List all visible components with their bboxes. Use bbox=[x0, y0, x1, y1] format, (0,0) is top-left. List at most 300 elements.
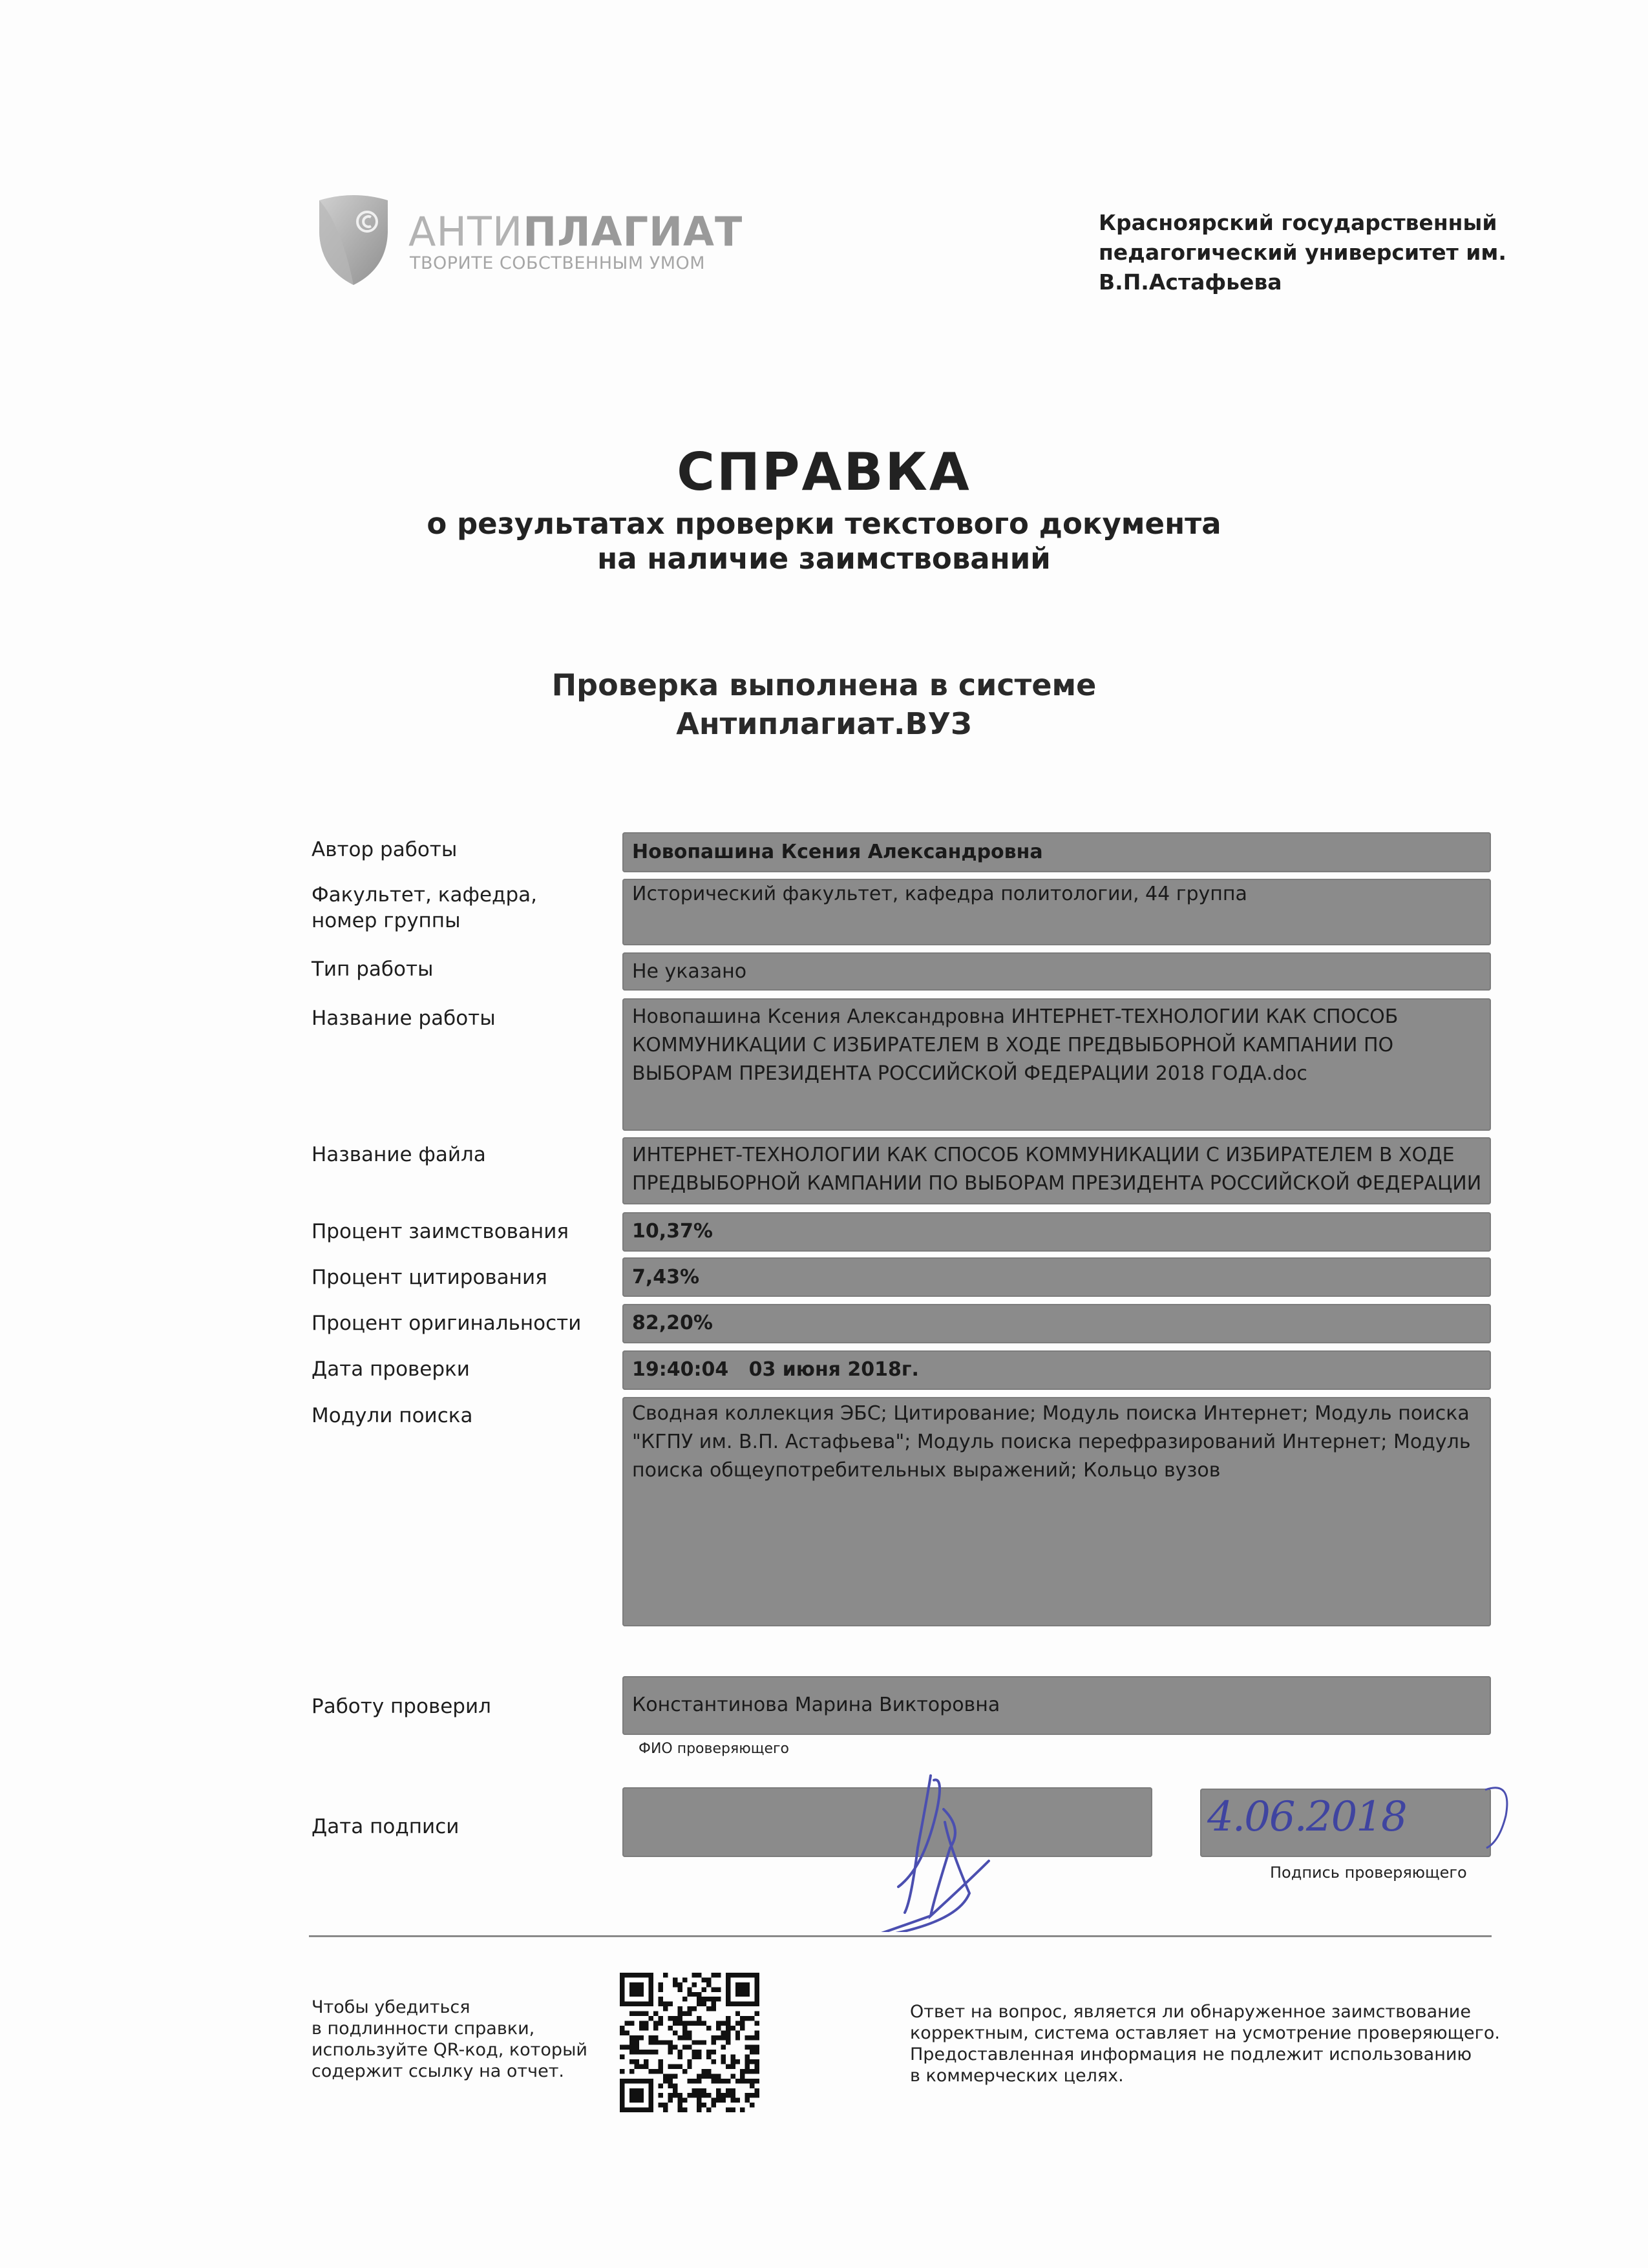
qr-module bbox=[620, 2045, 624, 2050]
file-name-line: ПРЕДВЫБОРНОЙ КАМПАНИИ ПО ВЫБОРАМ ПРЕЗИДЕНТА РОССИЙСКОЙ ФЕДЕРАЦИИ bbox=[632, 1172, 1482, 1195]
qr-module bbox=[712, 2035, 716, 2040]
qr-module bbox=[644, 2059, 648, 2064]
qr-module bbox=[682, 2035, 687, 2040]
qr-module bbox=[687, 2093, 692, 2097]
qr-module bbox=[730, 2093, 735, 2097]
disclaimer-line: Предоставленная информация не подлежит использованию bbox=[910, 2044, 1472, 2064]
qr-module bbox=[721, 2045, 725, 2050]
qr-module bbox=[697, 2055, 701, 2059]
qr-module bbox=[716, 2098, 721, 2103]
qr-module bbox=[682, 2021, 687, 2025]
disclaimer bbox=[910, 2001, 1505, 2086]
qr-module bbox=[673, 2074, 677, 2078]
qr-module bbox=[750, 2093, 754, 2097]
logo-wordmark bbox=[408, 208, 743, 255]
qr-module bbox=[712, 2059, 716, 2064]
subtitle-line: о результатах проверки текстового документа bbox=[427, 507, 1221, 541]
organization-line: В.П.Астафьева bbox=[1099, 269, 1282, 295]
qr-module bbox=[659, 1997, 663, 2001]
qr-module bbox=[745, 2055, 750, 2059]
qr-module bbox=[677, 2011, 682, 2016]
qr-module bbox=[682, 2069, 687, 2074]
qr-module bbox=[706, 2050, 711, 2054]
qr-module bbox=[663, 1973, 668, 1977]
qr-module bbox=[677, 2093, 682, 2097]
qr-module bbox=[659, 2021, 663, 2025]
qr-module bbox=[721, 2079, 725, 2083]
qr-module bbox=[755, 2050, 759, 2054]
qr-module bbox=[716, 2093, 721, 2097]
qr-module bbox=[697, 1997, 701, 2001]
qr-module bbox=[677, 2016, 682, 2021]
qr-module bbox=[644, 2021, 648, 2025]
qr-module bbox=[740, 2069, 745, 2074]
qr-module bbox=[702, 2021, 706, 2025]
qr-module bbox=[620, 2069, 624, 2074]
qr-module bbox=[750, 2079, 754, 2083]
qr-module bbox=[712, 1997, 716, 2001]
qr-module bbox=[653, 2011, 658, 2016]
qr-module bbox=[712, 1987, 716, 1991]
qr-module bbox=[677, 1987, 682, 1991]
qr-module bbox=[750, 2016, 754, 2021]
qr-module bbox=[673, 2093, 677, 2097]
qr-module bbox=[706, 2093, 711, 2097]
qr-module bbox=[706, 2026, 711, 2030]
file-name-value bbox=[632, 1141, 1484, 1198]
qr-instructions-line: в подлинности справки, bbox=[312, 2019, 535, 2039]
work-title-line: КОММУНИКАЦИИ С ИЗБИРАТЕЛЕМ В ХОДЕ ПРЕДВЫБОРНОЙ КАМПАНИИ ПО bbox=[632, 1034, 1394, 1056]
qr-module bbox=[730, 2055, 735, 2059]
citation-percent-label: Процент цитирования bbox=[312, 1266, 547, 1289]
qr-module bbox=[668, 2093, 672, 2097]
author-label: Автор работы bbox=[312, 838, 458, 861]
qr-module bbox=[639, 2050, 644, 2054]
qr-module bbox=[677, 2055, 682, 2059]
qr-module bbox=[697, 2108, 701, 2112]
qr-module bbox=[682, 2098, 687, 2103]
qr-module bbox=[653, 2035, 658, 2040]
qr-module bbox=[712, 1973, 716, 1977]
qr-module bbox=[755, 2045, 759, 2050]
qr-module bbox=[697, 2079, 701, 2083]
qr-module bbox=[653, 2026, 658, 2030]
search-modules-line: поиска общеупотребительных выражений; Кольцо вузов bbox=[632, 1459, 1221, 1482]
qr-module bbox=[682, 1977, 687, 1982]
search-modules-line: "КГПУ им. В.П. Астафьева"; Модуль поиска перефразирований Интернет; Модуль bbox=[632, 1431, 1471, 1453]
qr-module bbox=[634, 2035, 639, 2040]
qr-module bbox=[687, 1992, 692, 1997]
check-date-label: Дата проверки bbox=[312, 1358, 470, 1381]
qr-module bbox=[750, 2059, 754, 2064]
qr-module bbox=[677, 1982, 682, 1987]
qr-module bbox=[629, 2059, 634, 2064]
qr-module bbox=[702, 2040, 706, 2044]
faculty-label-line: номер группы bbox=[312, 909, 461, 932]
qr-module bbox=[687, 2045, 692, 2050]
qr-module bbox=[639, 2026, 644, 2030]
qr-module bbox=[659, 2059, 663, 2064]
qr-module bbox=[726, 2035, 730, 2040]
qr-module bbox=[750, 2050, 754, 2054]
qr-module bbox=[668, 2098, 672, 2103]
qr-module bbox=[712, 2006, 716, 2011]
work-title-label: Название работы bbox=[312, 1007, 496, 1030]
qr-module bbox=[629, 2045, 634, 2050]
qr-module bbox=[629, 2021, 634, 2025]
reviewer-caption: ФИО проверяющего bbox=[639, 1741, 790, 1757]
qr-module bbox=[687, 2035, 692, 2040]
qr-module bbox=[620, 2026, 624, 2030]
qr-module bbox=[639, 2011, 644, 2016]
qr-module bbox=[702, 2074, 706, 2078]
qr-module bbox=[663, 2002, 668, 2006]
qr-module bbox=[659, 2083, 663, 2088]
qr-module bbox=[692, 2088, 697, 2093]
qr-module bbox=[663, 2074, 668, 2078]
qr-module bbox=[721, 2098, 725, 2103]
qr-module bbox=[649, 2035, 653, 2040]
logo-slogan: ТВОРИТЕ СОБСТВЕННЫМ УМОМ bbox=[410, 253, 706, 273]
qr-module bbox=[687, 2021, 692, 2025]
qr-module bbox=[730, 2026, 735, 2030]
qr-module bbox=[668, 2050, 672, 2054]
qr-module bbox=[692, 2006, 697, 2011]
qr-module bbox=[653, 2069, 658, 2074]
qr-module bbox=[663, 2079, 668, 2083]
logo-wordmark-part1: АНТИ bbox=[408, 208, 523, 255]
qr-module bbox=[750, 2083, 754, 2088]
qr-module bbox=[687, 2030, 692, 2035]
qr-module bbox=[663, 2040, 668, 2044]
qr-module bbox=[697, 2002, 701, 2006]
qr-module bbox=[735, 2011, 740, 2016]
citation-percent-value: 7,43% bbox=[632, 1266, 700, 1288]
qr-module bbox=[677, 2006, 682, 2011]
qr-module bbox=[697, 2074, 701, 2078]
qr-module bbox=[726, 2064, 730, 2069]
handwritten-date: 4.06.2018 bbox=[1207, 1793, 1406, 1841]
qr-module bbox=[639, 2064, 644, 2069]
qr-module bbox=[668, 2083, 672, 2088]
qr-module bbox=[706, 2108, 711, 2112]
qr-module bbox=[653, 2021, 658, 2025]
qr-module bbox=[702, 2069, 706, 2074]
qr-module bbox=[706, 2074, 711, 2078]
qr-module bbox=[692, 2040, 697, 2044]
qr-module bbox=[735, 2098, 740, 2103]
organization-line: Красноярский государственный bbox=[1099, 210, 1497, 235]
document-subtitle bbox=[0, 507, 1648, 576]
qr-module bbox=[702, 1977, 706, 1982]
qr-module bbox=[745, 2079, 750, 2083]
qr-module bbox=[668, 2074, 672, 2078]
qr-module bbox=[750, 2069, 754, 2074]
faculty-value: Исторический факультет, кафедра политологии, 44 группа bbox=[632, 883, 1247, 905]
qr-module bbox=[745, 2035, 750, 2040]
qr-module bbox=[629, 2035, 634, 2040]
qr-module bbox=[712, 2040, 716, 2044]
qr-module bbox=[634, 2040, 639, 2044]
qr-module bbox=[712, 2098, 716, 2103]
qr-instructions-line: содержит ссылку на отчет. bbox=[312, 2061, 564, 2081]
reviewer-value: Константинова Марина Викторовна bbox=[632, 1694, 1000, 1716]
qr-module bbox=[702, 2002, 706, 2006]
qr-module bbox=[673, 2088, 677, 2093]
qr-module bbox=[745, 2064, 750, 2069]
qr-module bbox=[735, 2035, 740, 2040]
qr-module bbox=[716, 2026, 721, 2030]
qr-module bbox=[726, 2026, 730, 2030]
qr-module bbox=[677, 2064, 682, 2069]
organization-line: педагогический университет им. bbox=[1099, 240, 1506, 265]
qr-module bbox=[677, 2098, 682, 2103]
qr-module bbox=[730, 2088, 735, 2093]
qr-module bbox=[721, 2059, 725, 2064]
qr-module bbox=[682, 2108, 687, 2112]
qr-module bbox=[629, 2040, 634, 2044]
qr-module bbox=[644, 2064, 648, 2069]
qr-module bbox=[673, 2021, 677, 2025]
sign-date-field bbox=[622, 1787, 1152, 1857]
file-name-line: ИНТЕРНЕТ-ТЕХНОЛОГИИ КАК СПОСОБ КОММУНИКАЦИИ С ИЗБИРАТЕЛЕМ В ХОДЕ bbox=[632, 1144, 1455, 1166]
qr-module bbox=[663, 2103, 668, 2107]
qr-module bbox=[712, 2103, 716, 2107]
qr-module bbox=[634, 2045, 639, 2050]
subtitle-line: на наличие заимствований bbox=[597, 541, 1051, 576]
qr-module bbox=[634, 2059, 639, 2064]
qr-module bbox=[659, 2093, 663, 2097]
qr-module bbox=[639, 2021, 644, 2025]
qr-module bbox=[644, 2011, 648, 2016]
qr-module bbox=[649, 2069, 653, 2074]
qr-module bbox=[620, 2055, 624, 2059]
qr-module bbox=[721, 2030, 725, 2035]
qr-module bbox=[629, 2050, 634, 2054]
qr-module bbox=[721, 2035, 725, 2040]
qr-instructions-line: используйте QR-код, который bbox=[312, 2040, 587, 2060]
qr-module bbox=[629, 2011, 634, 2016]
qr-module bbox=[716, 2074, 721, 2078]
qr-module bbox=[639, 2035, 644, 2040]
qr-module bbox=[659, 2002, 663, 2006]
qr-module bbox=[673, 2045, 677, 2050]
qr-module bbox=[673, 2083, 677, 2088]
qr-module bbox=[745, 2098, 750, 2103]
qr-module bbox=[659, 2016, 663, 2021]
check-date-value: 19:40:04 03 июня 2018г. bbox=[632, 1358, 919, 1381]
qr-module bbox=[702, 2093, 706, 2097]
work-title-line: Новопашина Ксения Александровна ИНТЕРНЕТ-ТЕХНОЛОГИИ КАК СПОСОБ bbox=[632, 1005, 1399, 1028]
qr-module bbox=[730, 2064, 735, 2069]
qr-module bbox=[634, 2050, 639, 2054]
reviewer-label: Работу проверил bbox=[312, 1695, 491, 1718]
qr-module bbox=[755, 2093, 759, 2097]
qr-module bbox=[735, 1982, 750, 1997]
borrowing-percent-label: Процент заимствования bbox=[312, 1220, 569, 1243]
qr-module bbox=[629, 1982, 644, 1997]
qr-module bbox=[712, 2050, 716, 2054]
qr-module bbox=[740, 2074, 745, 2078]
qr-module bbox=[740, 2079, 745, 2083]
disclaimer-line: в коммерческих целях. bbox=[910, 2066, 1124, 2086]
search-modules-line: Сводная коллекция ЭБС; Цитирование; Модуль поиска Интернет; Модуль поиска bbox=[632, 1402, 1470, 1425]
sign-date-label: Дата подписи bbox=[312, 1815, 460, 1838]
qr-module bbox=[716, 2035, 721, 2040]
qr-module bbox=[692, 1973, 697, 1977]
qr-module bbox=[735, 2059, 740, 2064]
qr-code-icon[interactable] bbox=[619, 1973, 760, 2112]
qr-module bbox=[726, 2088, 730, 2093]
search-modules-label: Модули поиска bbox=[312, 1404, 473, 1427]
qr-instructions bbox=[312, 1997, 602, 2082]
qr-module bbox=[740, 2021, 745, 2025]
qr-module bbox=[755, 2021, 759, 2025]
qr-module bbox=[697, 2040, 701, 2044]
qr-module bbox=[712, 2074, 716, 2078]
qr-module bbox=[745, 2093, 750, 2097]
shield-copyright-icon bbox=[315, 193, 392, 286]
qr-module bbox=[692, 2079, 697, 2083]
qr-module bbox=[659, 1987, 663, 1991]
qr-module bbox=[677, 2108, 682, 2112]
work-title-value bbox=[632, 1003, 1484, 1088]
qr-module bbox=[726, 2040, 730, 2044]
disclaimer-line: Ответ на вопрос, является ли обнаруженное заимствование bbox=[910, 2002, 1471, 2022]
qr-module bbox=[649, 2050, 653, 2054]
qr-module bbox=[740, 2026, 745, 2030]
qr-module bbox=[673, 2016, 677, 2021]
qr-module bbox=[644, 2050, 648, 2054]
qr-module bbox=[673, 2064, 677, 2069]
qr-module bbox=[659, 2103, 663, 2107]
qr-module bbox=[692, 2050, 697, 2054]
qr-module bbox=[620, 2030, 624, 2035]
qr-module bbox=[750, 2035, 754, 2040]
work-type-value: Не указано bbox=[632, 960, 747, 983]
qr-module bbox=[673, 2030, 677, 2035]
qr-module bbox=[687, 2006, 692, 2011]
qr-module bbox=[687, 1987, 692, 1991]
organization-name bbox=[1099, 208, 1512, 297]
qr-module bbox=[663, 2108, 668, 2112]
qr-module bbox=[649, 2016, 653, 2021]
qr-module bbox=[677, 2050, 682, 2054]
qr-module bbox=[677, 2103, 682, 2107]
qr-module bbox=[745, 2016, 750, 2021]
qr-module bbox=[682, 2026, 687, 2030]
footer-divider bbox=[309, 1935, 1492, 1937]
qr-module bbox=[697, 2050, 701, 2054]
qr-module bbox=[730, 2074, 735, 2078]
qr-module bbox=[697, 2093, 701, 2097]
qr-module bbox=[716, 2079, 721, 2083]
signature-caption: Подпись проверяющего bbox=[1270, 1864, 1467, 1882]
work-type-label: Тип работы bbox=[312, 958, 434, 981]
qr-module bbox=[726, 2079, 730, 2083]
qr-module bbox=[682, 2045, 687, 2050]
system-line: Антиплагиат.ВУЗ bbox=[676, 706, 972, 741]
qr-module bbox=[755, 2088, 759, 2093]
qr-module bbox=[687, 2011, 692, 2016]
qr-module bbox=[629, 2088, 644, 2103]
qr-module bbox=[716, 1987, 721, 1991]
qr-module bbox=[687, 2064, 692, 2069]
qr-module bbox=[730, 2098, 735, 2103]
qr-module bbox=[702, 2088, 706, 2093]
qr-module bbox=[726, 2093, 730, 2097]
qr-module bbox=[755, 2079, 759, 2083]
qr-module bbox=[649, 2040, 653, 2044]
qr-module bbox=[712, 2002, 716, 2006]
qr-module bbox=[682, 2011, 687, 2016]
qr-module bbox=[706, 1977, 711, 1982]
qr-module bbox=[750, 2103, 754, 2107]
disclaimer-line: корректным, система оставляет на усмотрение проверяющего. bbox=[910, 2023, 1500, 2043]
author-value: Новопашина Ксения Александровна bbox=[632, 841, 1043, 863]
qr-module bbox=[668, 2016, 672, 2021]
logo-wordmark-part2: ПЛАГИАТ bbox=[523, 208, 743, 255]
qr-module bbox=[697, 2021, 701, 2025]
qr-module bbox=[716, 1997, 721, 2001]
qr-module bbox=[692, 2055, 697, 2059]
qr-module bbox=[730, 2059, 735, 2064]
qr-module bbox=[677, 2021, 682, 2025]
qr-module bbox=[687, 2079, 692, 2083]
work-title-line: ВЫБОРАМ ПРЕЗИДЕНТА РОССИЙСКОЙ ФЕДЕРАЦИИ 2018 ГОДА.doc bbox=[632, 1062, 1307, 1085]
qr-module bbox=[634, 2011, 639, 2016]
qr-module bbox=[726, 2021, 730, 2025]
qr-module bbox=[659, 2064, 663, 2069]
qr-module bbox=[692, 1982, 697, 1987]
qr-module bbox=[624, 2021, 629, 2025]
qr-module bbox=[634, 2064, 639, 2069]
qr-module bbox=[716, 2021, 721, 2025]
qr-module bbox=[697, 1992, 701, 1997]
qr-module bbox=[755, 2011, 759, 2016]
qr-module bbox=[697, 2098, 701, 2103]
qr-module bbox=[755, 2030, 759, 2035]
qr-module bbox=[702, 1997, 706, 2001]
qr-module bbox=[755, 2059, 759, 2064]
qr-module bbox=[730, 2108, 735, 2112]
qr-module bbox=[677, 2035, 682, 2040]
qr-module bbox=[682, 1997, 687, 2001]
qr-module bbox=[755, 2035, 759, 2040]
qr-module bbox=[663, 2006, 668, 2011]
qr-module bbox=[712, 2079, 716, 2083]
qr-module bbox=[653, 2050, 658, 2054]
qr-module bbox=[726, 2108, 730, 2112]
qr-module bbox=[716, 1973, 721, 1977]
qr-module bbox=[706, 2055, 711, 2059]
qr-module bbox=[706, 1982, 711, 1987]
qr-module bbox=[668, 2064, 672, 2069]
qr-module bbox=[706, 1997, 711, 2001]
qr-module bbox=[682, 2030, 687, 2035]
qr-module bbox=[755, 2064, 759, 2069]
qr-module bbox=[624, 2030, 629, 2035]
qr-module bbox=[687, 2059, 692, 2064]
qr-module bbox=[668, 2040, 672, 2044]
system-statement bbox=[0, 666, 1648, 743]
qr-module bbox=[653, 2040, 658, 2044]
qr-module bbox=[745, 2059, 750, 2064]
qr-module bbox=[697, 2103, 701, 2107]
qr-module bbox=[745, 2045, 750, 2050]
qr-module bbox=[624, 2045, 629, 2050]
qr-module bbox=[668, 2079, 672, 2083]
